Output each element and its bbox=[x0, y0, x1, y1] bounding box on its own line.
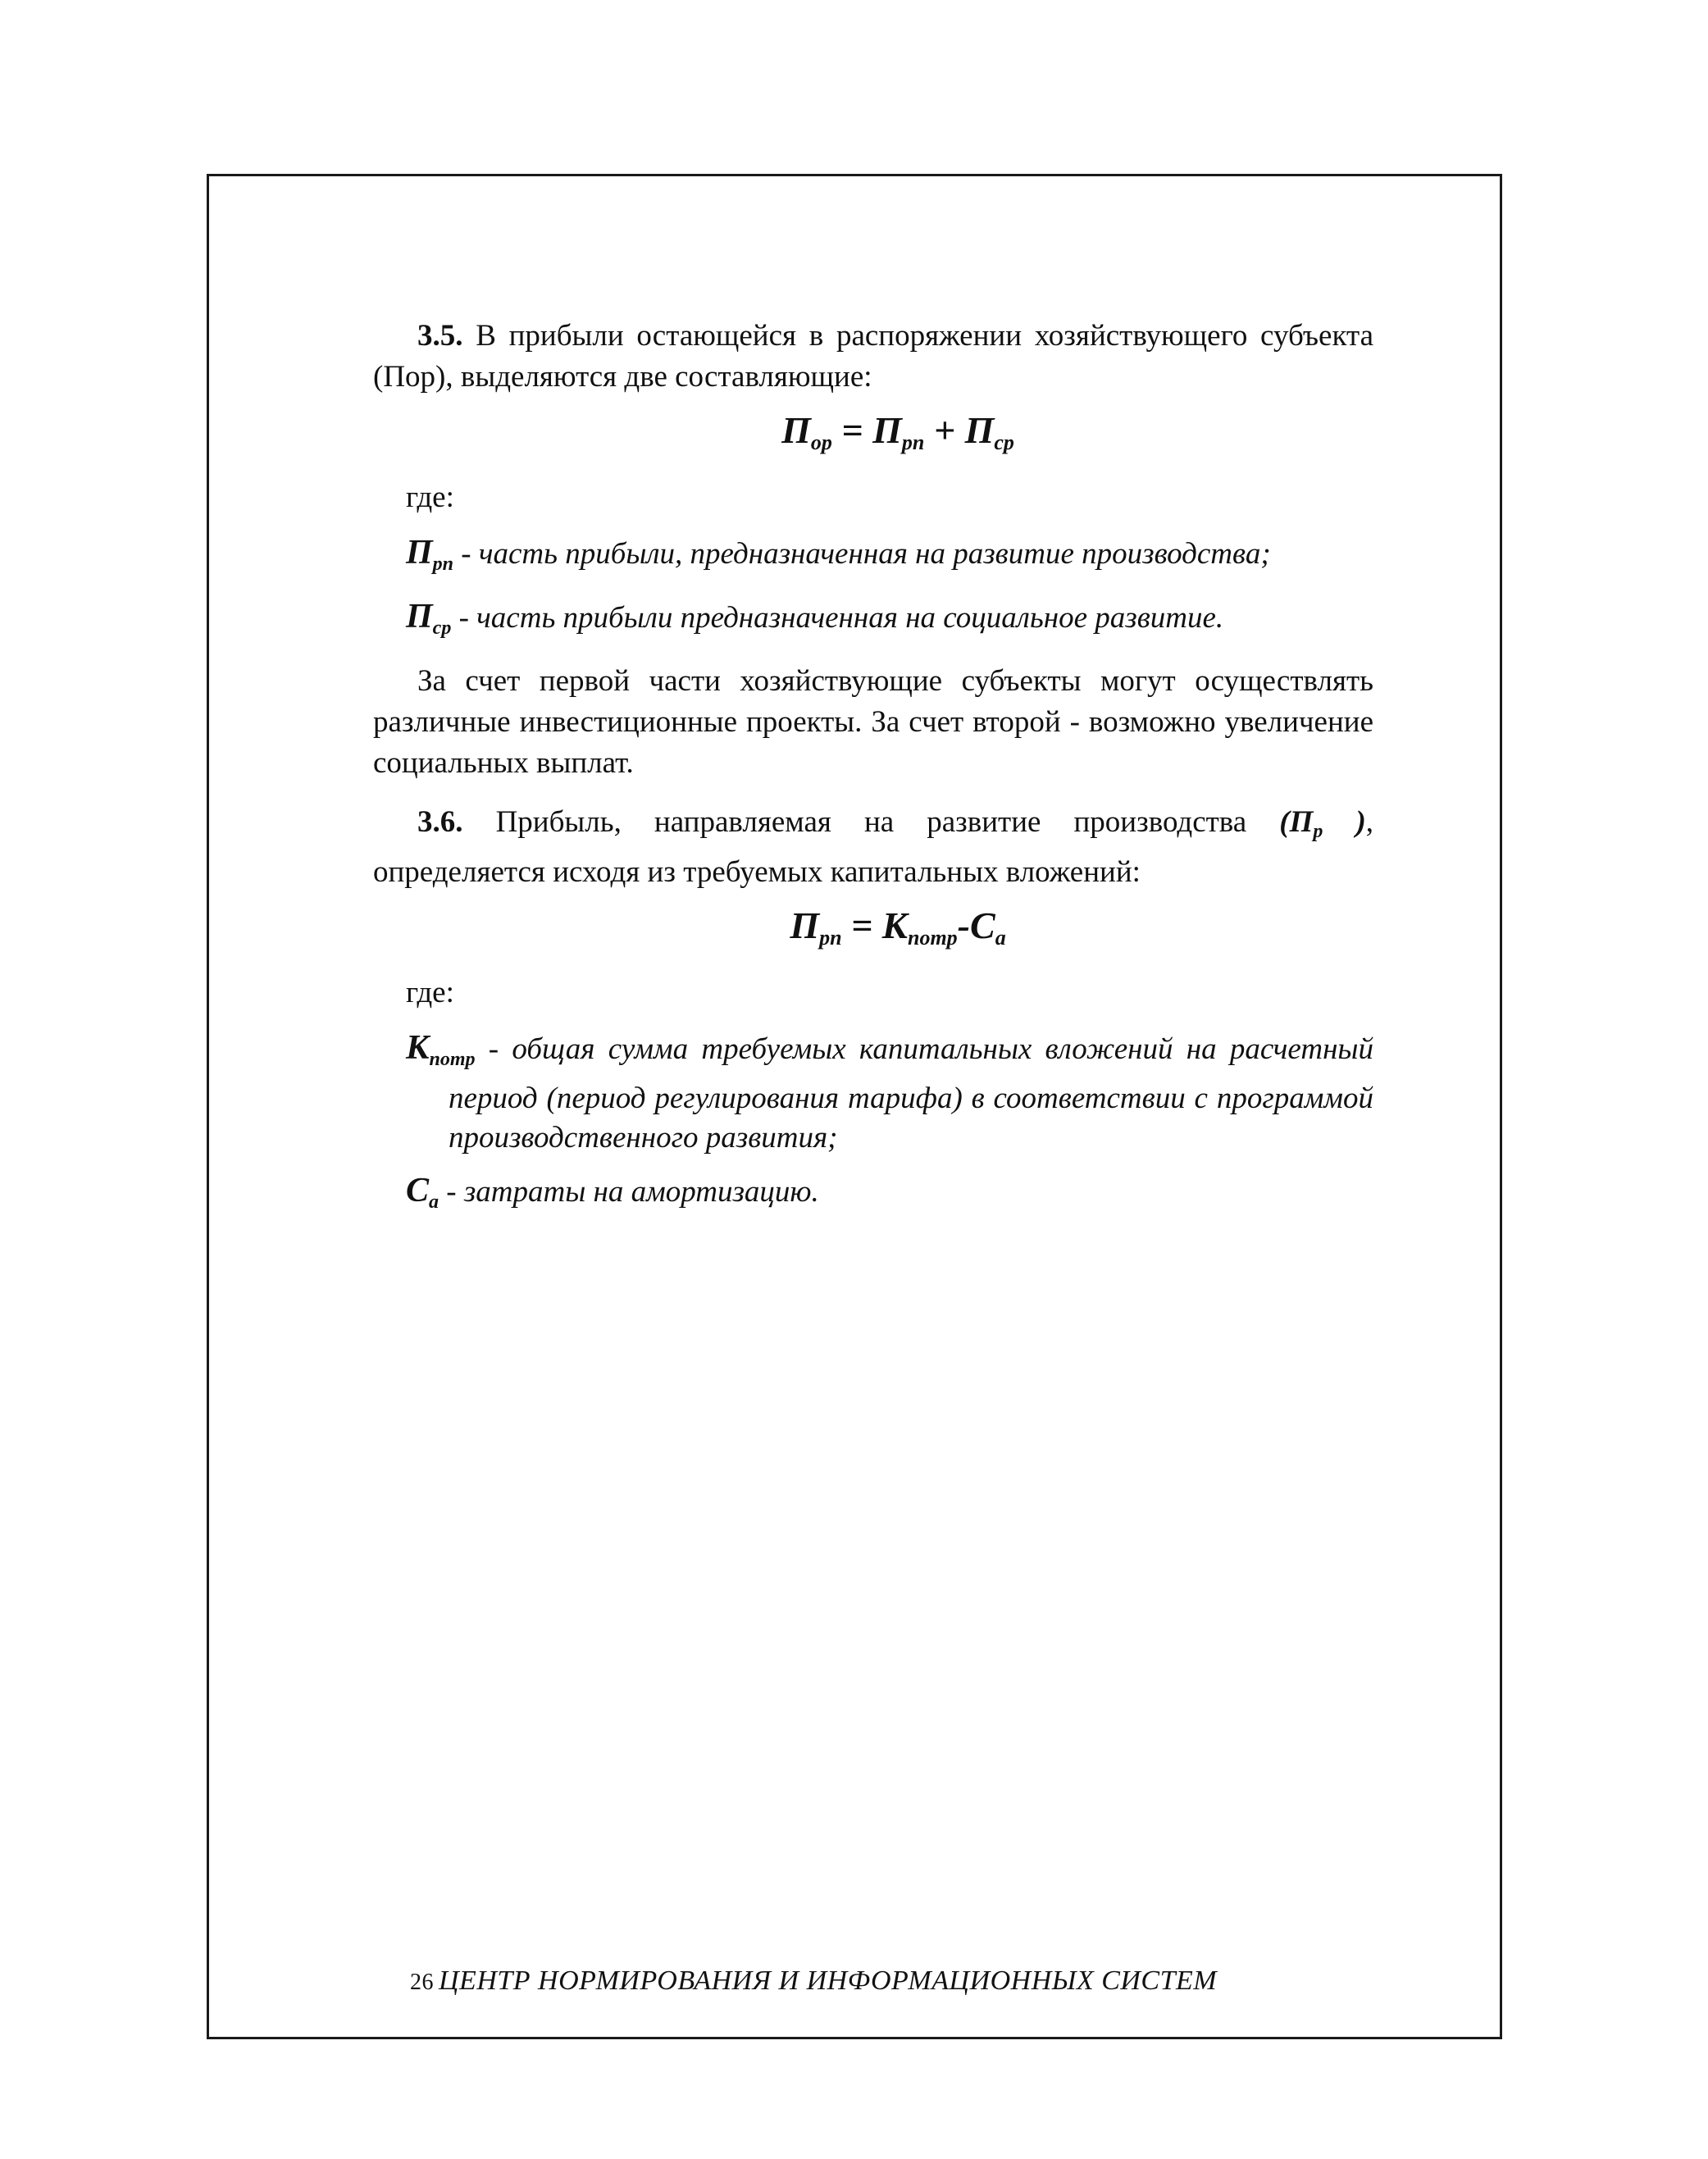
term-subscript: р bbox=[1313, 821, 1323, 842]
definition-text: - часть прибыли, предназначенная на развитие производства; bbox=[453, 537, 1271, 571]
definition-item bbox=[373, 1028, 1373, 1158]
formula-symbol: П bbox=[790, 904, 820, 946]
formula-subscript: рп bbox=[819, 926, 842, 950]
section-text: Прибыль, направляемая на развитие производства bbox=[495, 805, 1280, 839]
page-number: 26 bbox=[410, 1970, 434, 1995]
term-symbol: П bbox=[1289, 805, 1314, 839]
section-3-5-intro bbox=[373, 316, 1373, 398]
formula-subscript: ор bbox=[810, 430, 832, 454]
section-text: В прибыли остающейся в распоряжении хозяйствующего субъекта (Пор), выделяются две составляющие: bbox=[373, 319, 1373, 394]
formula-subscript: потр bbox=[907, 926, 958, 950]
definition-text: - часть прибыли предназначенная на социальное развитие. bbox=[451, 601, 1224, 635]
where-label: где: bbox=[406, 481, 454, 514]
formula-subscript: ср bbox=[994, 430, 1014, 454]
formula-symbol: П bbox=[872, 409, 902, 451]
formula-symbol: С bbox=[970, 904, 995, 946]
definition-text: - общая сумма требуемых капитальных вложений на расчетный период (период регулирования тарифа) в соответствии с программой производственного развития; bbox=[449, 1032, 1373, 1155]
formula-symbol: П bbox=[781, 409, 811, 451]
definition-symbol: $С_а$ bbox=[406, 1172, 440, 1213]
section-3-5-paragraph: За счет первой части хозяйствующие субъекты могут осуществлять различные инвестиционные проекты. За счет второй - возможно увеличение социальных выплат. bbox=[373, 664, 1373, 780]
footer-text: ЦЕНТР НОРМИРОВАНИЯ И ИНФОРМАЦИОННЫХ СИСТЕМ bbox=[439, 1965, 1218, 1996]
formula-operator: - bbox=[957, 904, 970, 946]
formula-development-profit bbox=[373, 901, 1373, 963]
definition-text: - затраты на амортизацию. bbox=[439, 1175, 819, 1209]
formula-operator: + bbox=[924, 409, 965, 451]
definition-item bbox=[373, 1171, 1373, 1222]
section-text: , определяется исходя из требуемых капитальных вложений: bbox=[373, 805, 1374, 889]
document-body bbox=[373, 316, 1373, 1235]
definition-symbol: $П_{рп}$ bbox=[406, 534, 454, 575]
page-footer bbox=[410, 1963, 1217, 2001]
definition-item bbox=[373, 597, 1373, 648]
section-3-6-intro: 3.6. Прибыль, направляемая на развитие производства ($П_р$ ), определяется исходя из требуемых капитальных вложений: bbox=[373, 805, 1374, 889]
formula-symbol: К bbox=[881, 904, 908, 946]
section-number: 3.5. bbox=[417, 319, 463, 353]
formula-subscript: а bbox=[995, 926, 1006, 950]
formula-subscript: рп bbox=[901, 430, 925, 454]
formula-symbol: П bbox=[964, 409, 995, 451]
formula-profit-split bbox=[373, 406, 1373, 467]
where-label: где: bbox=[406, 976, 454, 1009]
definition-item bbox=[373, 533, 1373, 584]
section-number: 3.6. bbox=[417, 805, 463, 839]
definition-symbol: $К_{потр}$ bbox=[406, 1029, 476, 1070]
formula-operator: = bbox=[831, 409, 873, 451]
formula-operator: = bbox=[841, 904, 882, 946]
definition-symbol: $П_{ср}$ bbox=[406, 598, 452, 639]
